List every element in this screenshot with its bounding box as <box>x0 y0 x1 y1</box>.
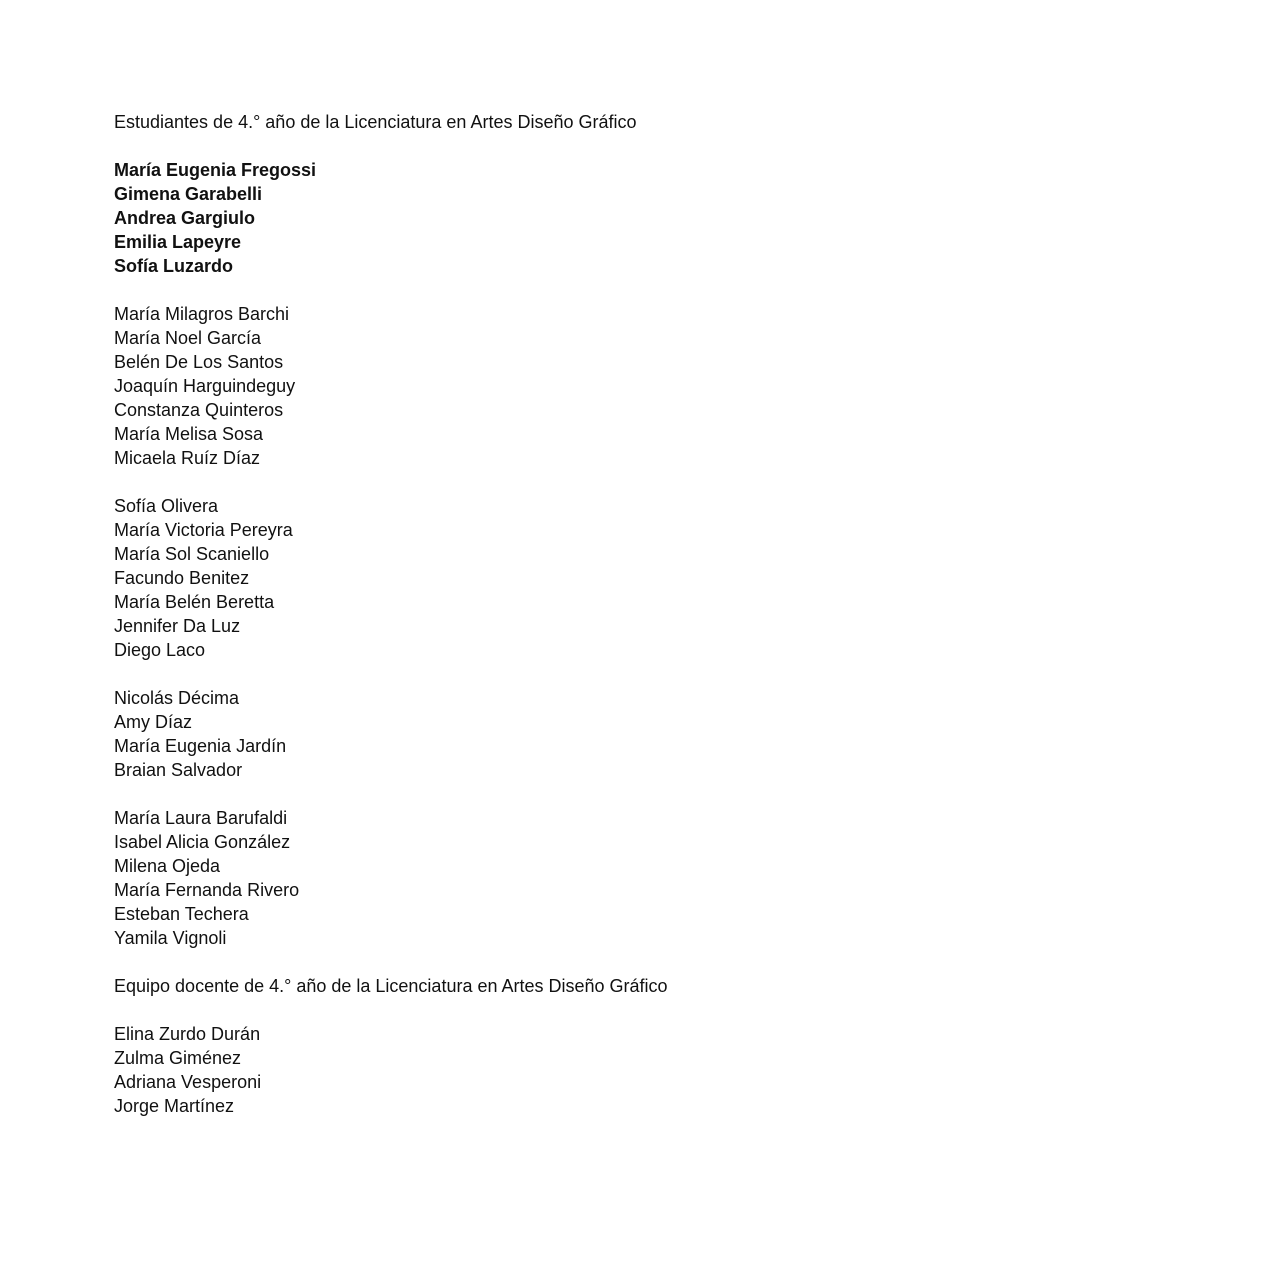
teachers-heading: Equipo docente de 4.° año de la Licenciatura en Artes Diseño Gráfico <box>114 976 668 996</box>
student-group-4 <box>114 686 1164 782</box>
student-name: Braian Salvador <box>114 760 243 780</box>
student-name: Facundo Benitez <box>114 568 250 588</box>
teacher-name: Adriana Vesperoni <box>114 1072 262 1092</box>
student-name: María Sol Scaniello <box>114 544 270 564</box>
document-content <box>114 110 1164 1118</box>
student-name: Micaela Ruíz Díaz <box>114 448 261 468</box>
student-name: María Laura Barufaldi <box>114 808 288 828</box>
student-name: Sofía Olivera <box>114 496 219 516</box>
student-name: Nicolás Décima <box>114 688 240 708</box>
student-name: Esteban Techera <box>114 904 249 924</box>
student-name: Joaquín Harguindeguy <box>114 376 296 396</box>
student-name: María Milagros Barchi <box>114 304 290 324</box>
student-name: Belén De Los Santos <box>114 352 284 372</box>
teacher-list <box>114 1022 1164 1118</box>
spacer <box>114 134 1164 158</box>
student-name: María Fernanda Rivero <box>114 880 300 900</box>
spacer <box>114 782 1164 806</box>
student-name: María Belén Beretta <box>114 592 275 612</box>
student-group-3 <box>114 494 1164 662</box>
student-name: María Melisa Sosa <box>114 424 264 444</box>
spacer <box>114 662 1164 686</box>
teacher-name: Elina Zurdo Durán <box>114 1024 261 1044</box>
student-name: María Noel García <box>114 328 262 348</box>
student-name: Diego Laco <box>114 640 206 660</box>
student-name: Constanza Quinteros <box>114 400 284 420</box>
student-group-1 <box>114 158 1164 278</box>
students-heading: Estudiantes de 4.° año de la Licenciatura en Artes Diseño Gráfico <box>114 112 637 132</box>
student-name: Yamila Vignoli <box>114 928 227 948</box>
student-group-5 <box>114 806 1164 950</box>
spacer <box>114 470 1164 494</box>
student-name: María Victoria Pereyra <box>114 520 293 540</box>
student-group-2 <box>114 302 1164 470</box>
student-name: Isabel Alicia González <box>114 832 291 852</box>
student-name: Gimena Garabelli <box>114 184 263 204</box>
student-name: Emilia Lapeyre <box>114 232 242 252</box>
spacer <box>114 950 1164 974</box>
student-name: Sofía Luzardo <box>114 256 234 276</box>
student-name: Andrea Gargiulo <box>114 208 256 228</box>
spacer <box>114 278 1164 302</box>
spacer <box>114 998 1164 1022</box>
student-name: Milena Ojeda <box>114 856 221 876</box>
student-name: Jennifer Da Luz <box>114 616 241 636</box>
student-name: María Eugenia Jardín <box>114 736 287 756</box>
student-name: Amy Díaz <box>114 712 193 732</box>
student-name: María Eugenia Fregossi <box>114 160 317 180</box>
teacher-name: Zulma Giménez <box>114 1048 242 1068</box>
teacher-name: Jorge Martínez <box>114 1096 235 1116</box>
